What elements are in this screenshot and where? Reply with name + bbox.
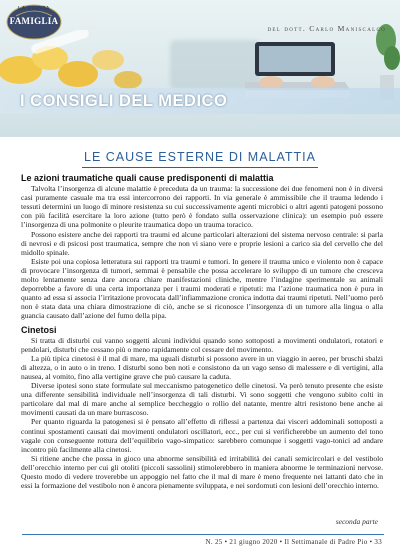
article-title: LE CAUSE ESTERNE DI MALATTIA — [84, 150, 316, 164]
section-title: I CONSIGLI DEL MEDICO — [20, 92, 228, 110]
paragraph: Talvolta l’insorgenza di alcune malattie è preceduta da un trauma: la successione dei due fenomeni non è in diversi casi puramente casuale ma tra essi intercorrono dei rapporti. In via generale è ammissibile che il trauma ledendo i tessuti determini un luogo di minore resistenza su cui successivamente agenti microbici o altri agenti patogeni possono con più facilità esercitare la loro azione (tutto però è fondato sulla osservazione clinica): un esempio può essere l’insorgenza di una polmonite o pleurite traumatica dopo un trauma toracico. — [21, 184, 383, 230]
paragraph: Si tratta di disturbi cui vanno soggetti alcuni individui quando sono sottoposti a movimenti ondulatori, rotatori e pendolari, disturbi che cessano più o meno rapidamente col cessare del movimento. — [21, 335, 383, 354]
paragraph: La più tipica cinetosi è il mal di mare, ma uguali disturbi si possono avere in un viaggio in aereo, per bruschi sbalzi di altezza, o in auto o in treno. I disturbi sono ben noti e consistono da un vago senso di malessere e di vertigini, alla nausea, al vomito, fino alla vertigine grave che può causare la caduta. — [21, 353, 383, 381]
logo-top-text: LA PIANTA — [18, 6, 50, 12]
paragraph: Esiste poi una copiosa letteratura sui rapporti tra traumi e tumori. In genere il trauma unico e violento non è capace di provocare l’insorgenza di tumori, semmai è pensabile che possa accelerare lo sviluppo di un tumore che cresceva molto lentamente senza dare ancora chiare manifestazioni cliniche, mentre l’indagine sperimentale su animali deporrebbe a favore di una certa importanza per i traumi moderati e ripetuti: ma l’azione traumatica non è pura in quanto ad essa si associa l’irritazione provocata dall’infiammazione cronica indotta dai traumi ripetuti. Nell’uomo però non è stata data una chiara dimostrazione di ciò, anche se si riconosce l’insorgenza di un tumore alla lingua o alla guancia causato dall’azione del fumo della pipa. — [21, 256, 383, 321]
paragraph: Possono esistere anche dei rapporti tra traumi ed alcune particolari alterazioni del sistema nervoso centrale: si parla di nevrosi e di psicosi post traumatica, sempre che non vi siano vere e proprie lesioni a carico sia del cervello che del midollo spinale. — [21, 229, 383, 257]
continuation-note: seconda parte — [335, 517, 378, 526]
author-byline: del dott. Carlo Maniscalco — [267, 24, 386, 33]
footer-divider — [22, 534, 384, 535]
logo-main-text: FAMIGLIA — [9, 16, 59, 26]
heading-cinetosi: Cinetosi — [21, 324, 57, 335]
heading-traumi: Le azioni traumatiche quali cause predisponenti di malattia — [21, 173, 274, 183]
page-footer: N. 25 • 21 giugno 2020 • Il Settimanale di Padre Pio • 33 — [205, 538, 382, 546]
paragraph: Diverse ipotesi sono state formulate sul meccanismo patogenetico delle cinetosi. Va però tenuto presente che esiste una differente sensibilità individuale nell’insorgenza di tali disturbi. Vi sono soggetti che vengono subito colti in particolare dal mal di mare anche al semplice beccheggio o rollio del natante, mentre altri resistono bene anche ai movimenti causati da un mare burrascoso. — [21, 381, 383, 418]
article-body — [21, 174, 383, 490]
paragraph: Si ritiene anche che possa in gioco una abnorme sensibilità ed irritabilità dei canali semicircolari e del vestibolo dell’orecchio interno per cui gli otoliti (piccoli sassolini) stimolerebbero in maniera abnorme le terminazioni nervose. Questo modo di vedere troverebbe un appoggio nel fatto che il mal di mare è meno frequente nei lattanti dato che in essi la formazione del vestibolo non è ancora pienamente sviluppata, e nei sordomuti con lesioni dell’orecchio interno. — [21, 453, 383, 491]
paragraph: Per quanto riguarda la patogenesi si è pensato all’effetto di riflessi a partenza dai visceri addominali sottoposti a continui spostamenti causati dai movimenti ondulatori oscillatori, ecc., per cui si verificherebbe un aumento del tono vagale con conseguente rottura dell’equilibrio vago-simpatico: sarebbero comunque i soggetti vago-tonici ad andare incontro più facilmente alla cinetosi. — [21, 417, 383, 454]
title-divider — [82, 167, 318, 168]
